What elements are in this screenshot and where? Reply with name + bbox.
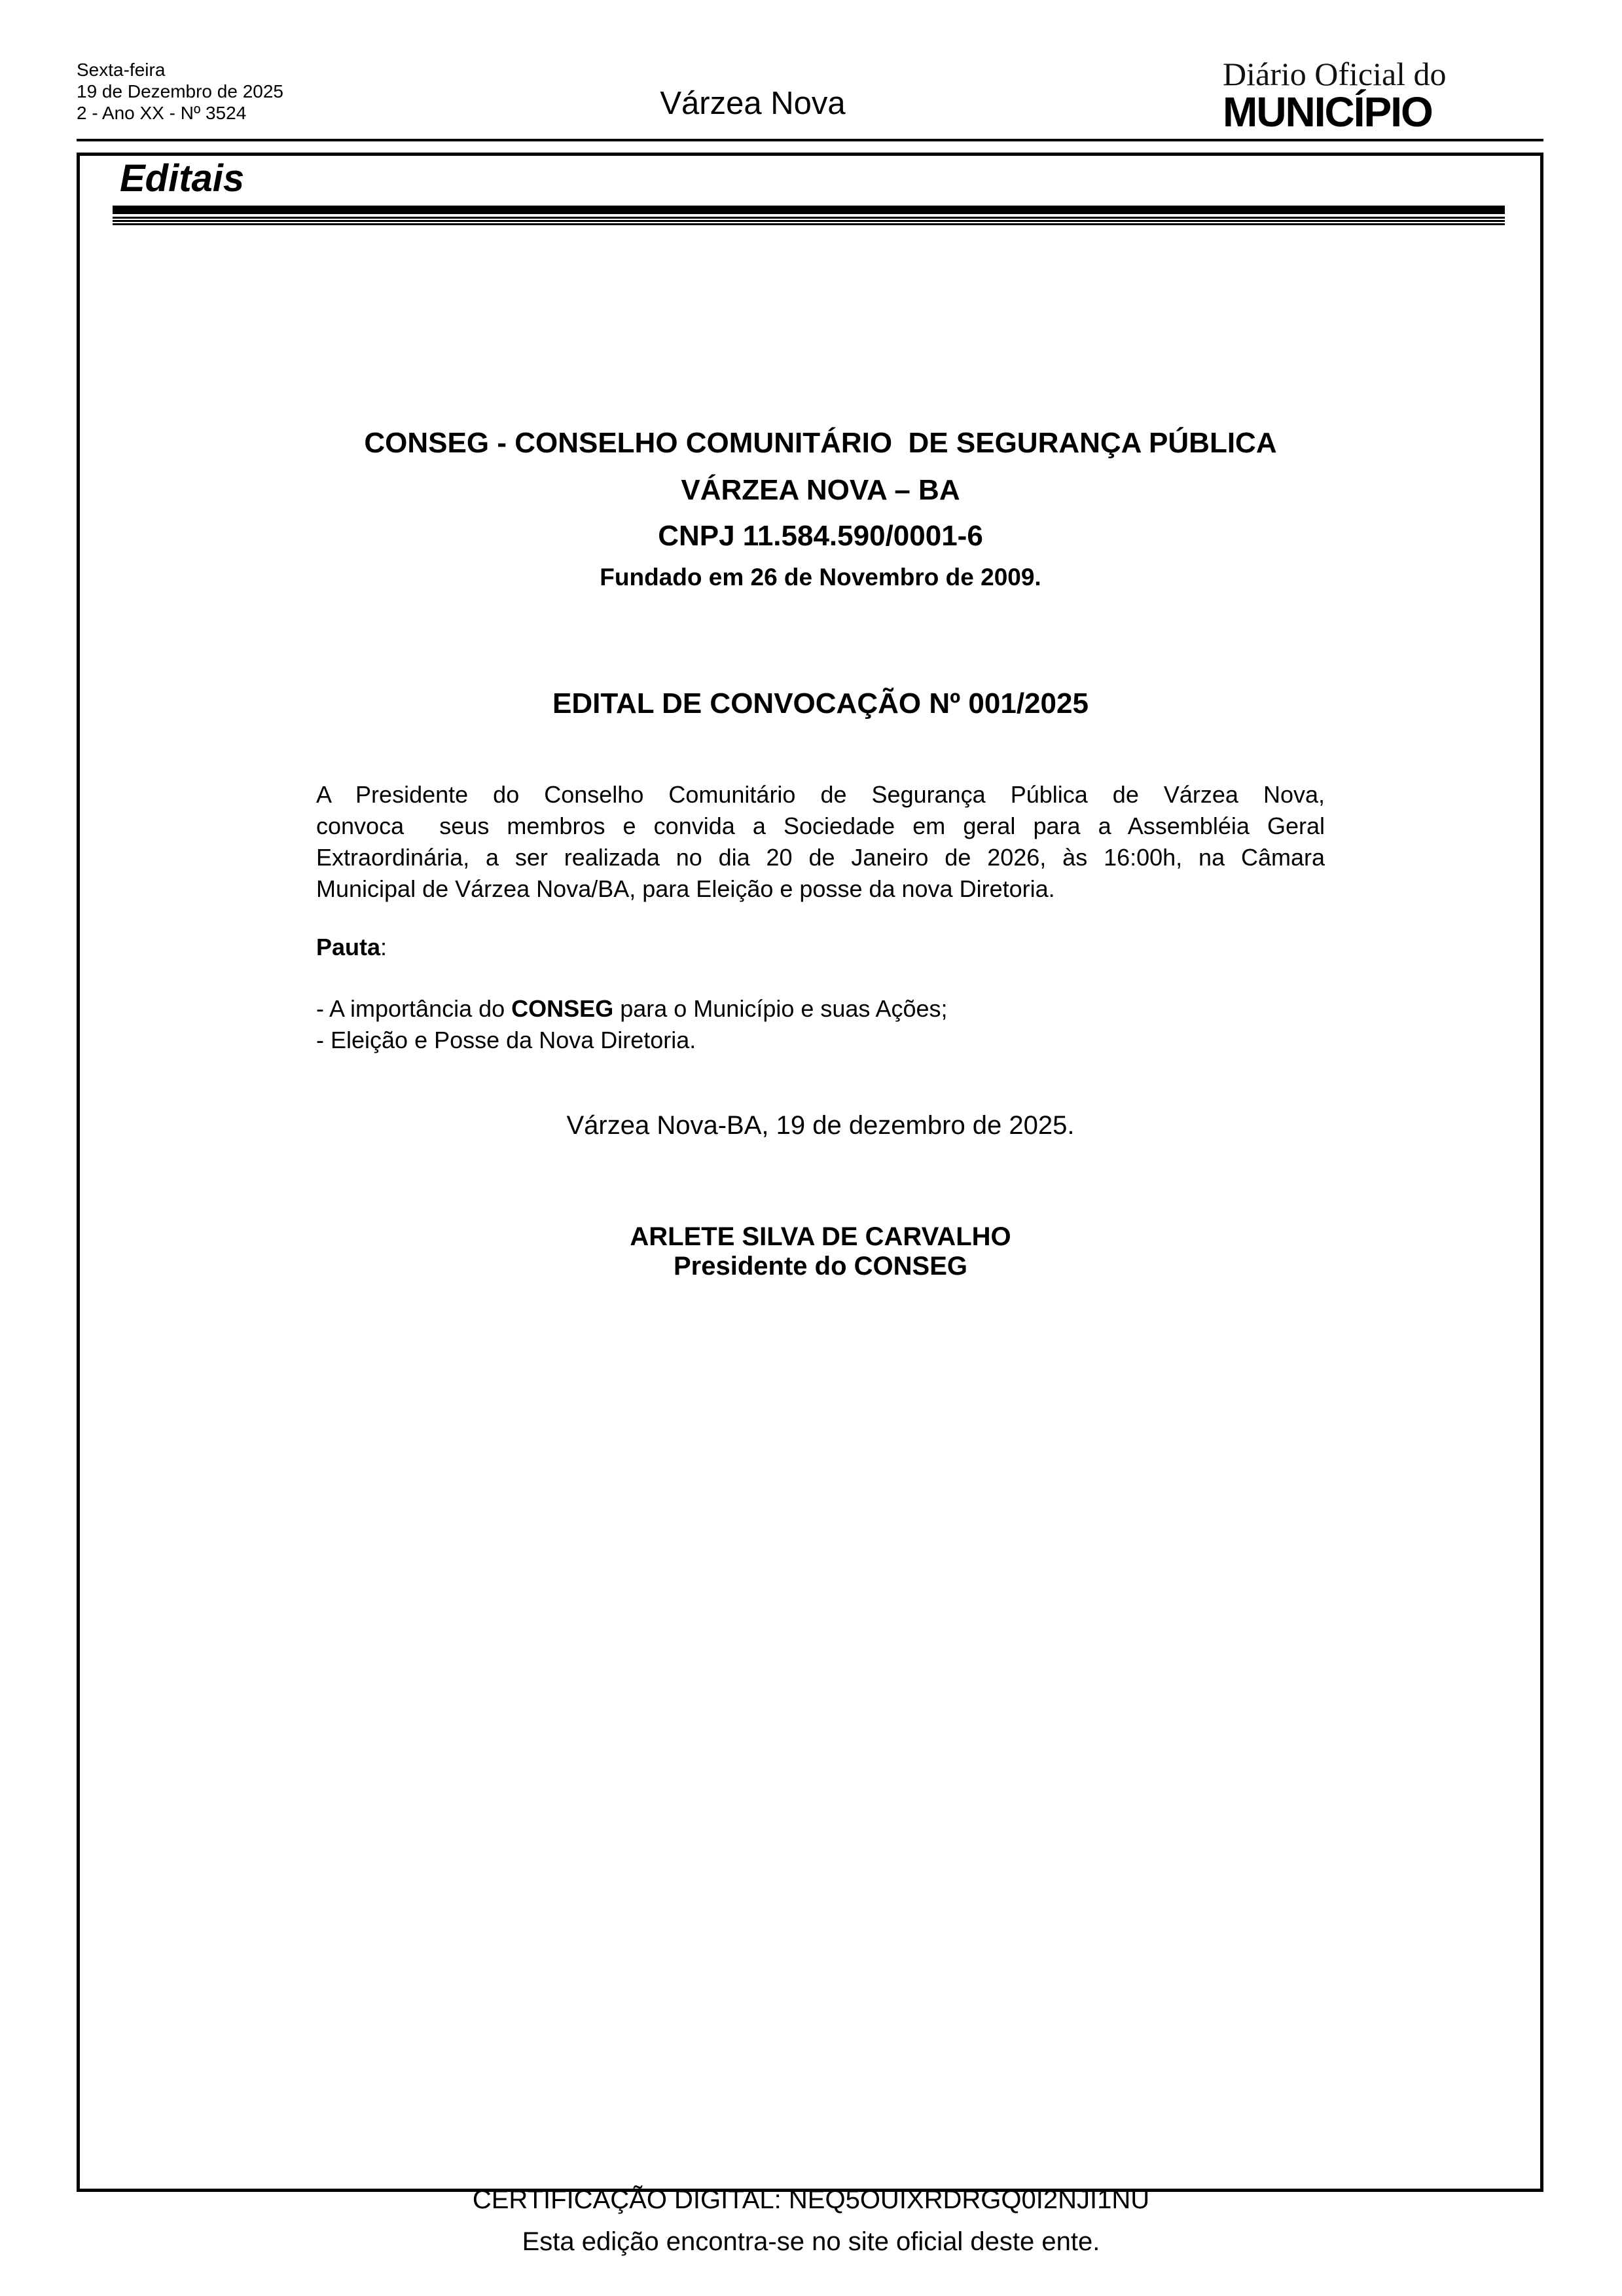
notice-org-cnpj: CNPJ 11.584.590/0001-6 (658, 520, 983, 552)
pauta-item (316, 993, 1325, 1025)
gazette-logo (1223, 56, 1504, 136)
gazette-logo-top-line: Diário Oficial do (1223, 56, 1447, 92)
pauta-items (316, 993, 1325, 1056)
signature-name: ARLETE SILVA DE CARVALHO (630, 1222, 1011, 1251)
pauta-heading (316, 932, 1325, 963)
header-municipality-title: Várzea Nova (660, 86, 846, 121)
paragraph-line: Extraordinária, a ser realizada no dia 20 de Janeiro de 2026, às 16:00h, na Câmara (316, 844, 1325, 871)
notice-org-name: CONSEG - CONSELHO COMUNITÁRIO DE SEGURANÇA PÚBLICA (364, 427, 1277, 459)
header-edition-number: 2 - Ano XX - Nº 3524 (77, 103, 247, 123)
section-rule-thick (113, 206, 1505, 214)
pauta-item: - Eleição e Posse da Nova Diretoria. (316, 1027, 696, 1053)
section-rule-thin-lines (113, 217, 1505, 225)
notice-body-paragraph (316, 779, 1325, 905)
pauta-colon: : (380, 934, 387, 960)
paragraph-line: convoca seus membros e convida a Sociedade em geral para a Assembléia Geral (316, 812, 1325, 839)
pauta-item-bold-text: CONSEG (511, 995, 614, 1022)
header-weekday: Sexta-feira (77, 60, 166, 80)
signature-role: Presidente do CONSEG (674, 1252, 967, 1281)
footer-availability-note: Esta edição encontra-se no site oficial deste ente. (522, 2227, 1100, 2256)
pauta-item-text: - A importância do (316, 995, 512, 1022)
content-frame (77, 153, 1543, 2192)
signature-block (316, 1222, 1325, 1281)
notice-org-city: VÁRZEA NOVA – BA (681, 474, 960, 506)
pauta-item-text: para o Município e suas Ações; (613, 995, 948, 1022)
edital-title: EDITAL DE CONVOCAÇÃO Nº 001/2025 (552, 687, 1089, 720)
footer-digital-certification: CERTIFICAÇÃO DIGITAL: NEQ5OUIXRDRGQ0I2NJI1NU (472, 2185, 1150, 2214)
header-issue-info (77, 59, 283, 124)
paragraph-line: Municipal de Várzea Nova/BA, para Eleição e posse da nova Diretoria. (316, 875, 1055, 902)
header-date: 19 de Dezembro de 2025 (77, 81, 283, 101)
section-title-editais: Editais (120, 157, 245, 200)
gazette-logo-bottom-line: MUNICÍPIO (1223, 88, 1432, 136)
notice-org-founded: Fundado em 26 de Novembro de 2009. (600, 564, 1041, 591)
paragraph-line: A Presidente do Conselho Comunitário de Segurança Pública de Várzea Nova, (316, 781, 1325, 808)
pauta-label: Pauta (316, 934, 381, 960)
notice-dateline: Várzea Nova-BA, 19 de dezembro de 2025. (566, 1111, 1075, 1140)
header-divider-rule (77, 139, 1543, 141)
